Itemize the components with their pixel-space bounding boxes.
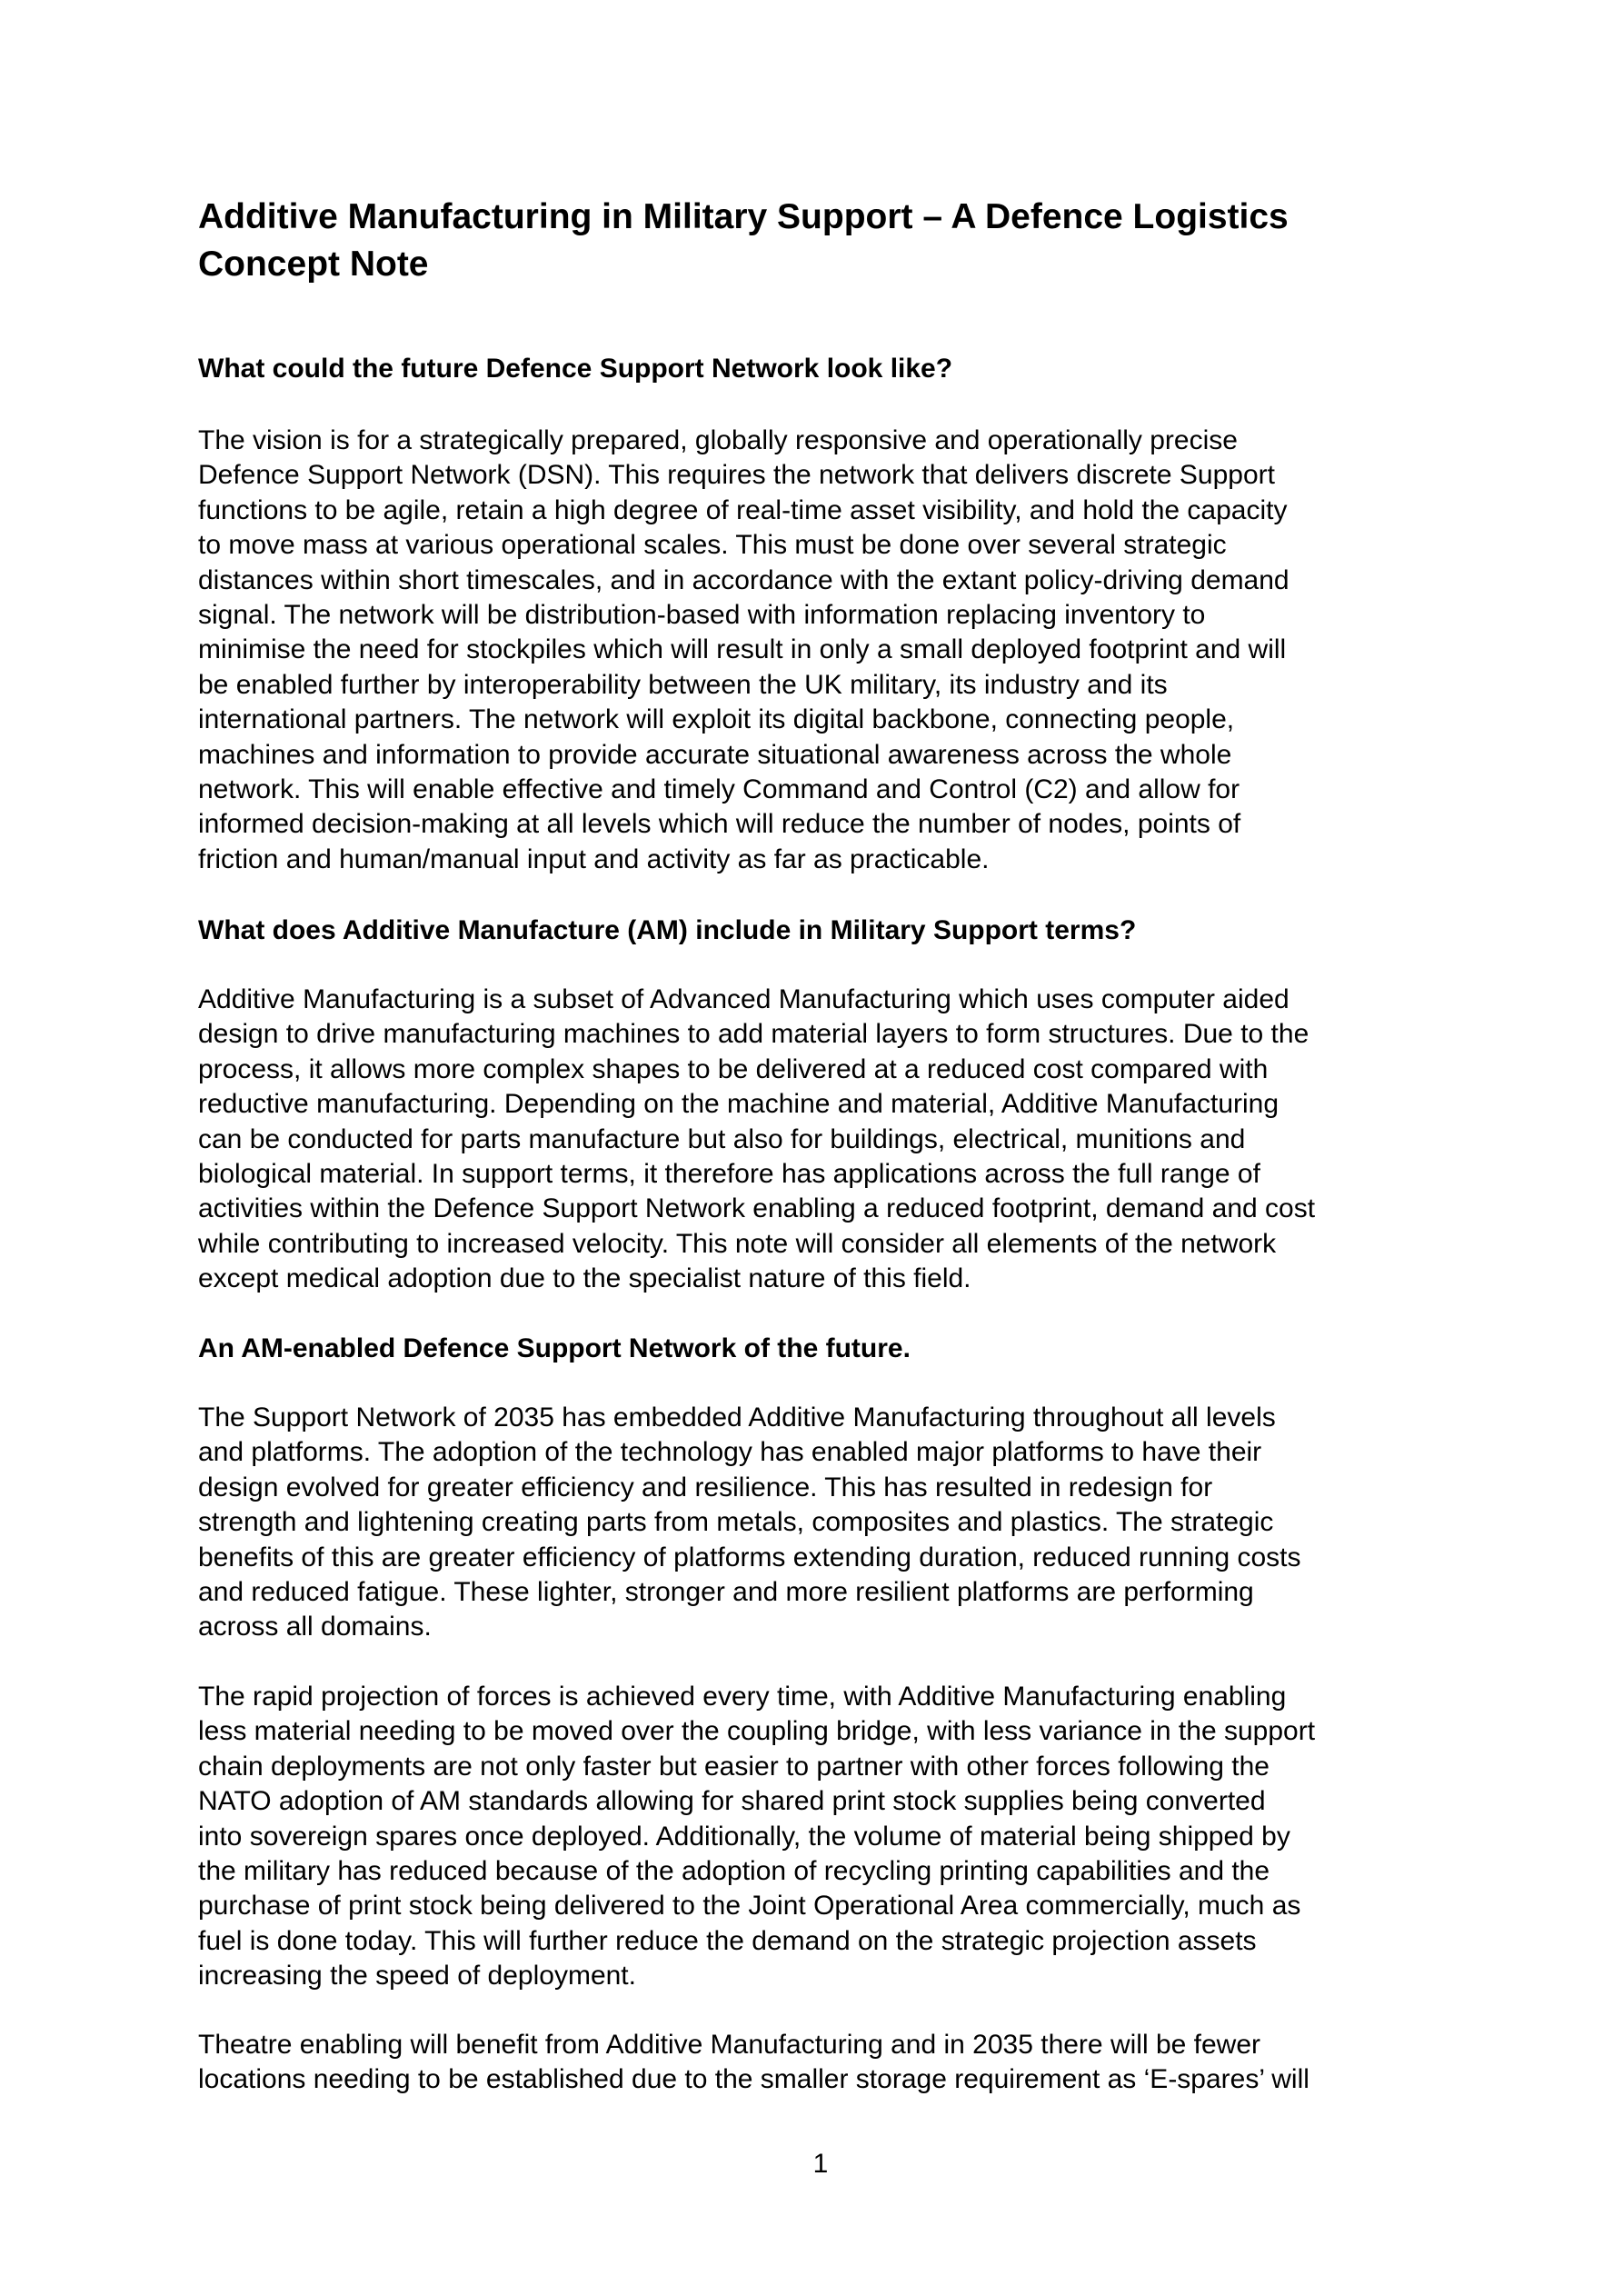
text-line: minimise the need for stockpiles which will result in only a small deployed footprint and will (198, 634, 1287, 665)
text-line: The Support Network of 2035 has embedded Additive Manufacturing throughout all levels (198, 1403, 1276, 1433)
title-line: Additive Manufacturing in Military Support – A Defence Logistics (198, 197, 1289, 236)
paragraph (198, 2028, 1443, 2098)
text-line: process, it allows more complex shapes to be delivered at a reduced cost compared with (198, 1053, 1269, 1084)
text-line: network. This will enable effective and timely Command and Control (C2) and allow for (198, 774, 1240, 805)
text-line: friction and human/manual input and activity as far as practicable. (198, 844, 990, 874)
text-line: strength and lightening creating parts from metals, composites and plastics. The strategic (198, 1507, 1274, 1538)
text-line: NATO adoption of AM standards allowing for shared print stock supplies being converted (198, 1786, 1266, 1817)
text-line: into sovereign spares once deployed. Additionally, the volume of material being shipped by (198, 1821, 1290, 1852)
text-line: functions to be agile, retain a high degree of real-time asset visibility, and hold the capacity (198, 494, 1288, 525)
text-line: signal. The network will be distribution-based with information replacing inventory to (198, 600, 1206, 631)
text-line: chain deployments are not only faster but easier to partner with other forces following the (198, 1751, 1270, 1782)
text-line: reductive manufacturing. Depending on the machine and material, Additive Manufacturing (198, 1089, 1279, 1120)
text-line: Defence Support Network (DSN). This requires the network that delivers discrete Support (198, 460, 1275, 491)
text-line: informed decision-making at all levels which will reduce the number of nodes, points of (198, 809, 1241, 840)
paragraph (198, 1680, 1443, 1994)
text-line: international partners. The network will exploit its digital backbone, connecting people, (198, 704, 1235, 735)
section-heading: What could the future Defence Support Network look like? (198, 354, 953, 384)
text-line: and reduced fatigue. These lighter, stronger and more resilient platforms are performing (198, 1577, 1254, 1608)
text-line: Theatre enabling will benefit from Additive Manufacturing and in 2035 there will be fewer (198, 2030, 1261, 2060)
text-line: design to drive manufacturing machines to add material layers to form structures. Due to the (198, 1019, 1309, 1050)
text-line: The rapid projection of forces is achieved every time, with Additive Manufacturing enabling (198, 1682, 1287, 1712)
text-line: purchase of print stock being delivered to the Joint Operational Area commercially, much as (198, 1891, 1301, 1922)
text-line: Additive Manufacturing is a subset of Advanced Manufacturing which uses computer aided (198, 984, 1289, 1014)
text-line: to move mass at various operational scales. This must be done over several strategic (198, 530, 1227, 561)
text-line: The vision is for a strategically prepared, globally responsive and operationally precise (198, 425, 1238, 455)
text-line: the military has reduced because of the adoption of recycling printing capabilities and the (198, 1856, 1270, 1887)
text-line: benefits of this are greater efficiency of platforms extending duration, reduced running costs (198, 1542, 1301, 1572)
text-line: and platforms. The adoption of the technology has enabled major platforms to have their (198, 1437, 1262, 1468)
text-line: be enabled further by interoperability between the UK military, its industry and its (198, 669, 1168, 700)
text-line: fuel is done today. This will further reduce the demand on the strategic projection assets (198, 1925, 1257, 1956)
text-line: activities within the Defence Support Network enabling a reduced footprint, demand and cost (198, 1193, 1316, 1224)
text-line: biological material. In support terms, it therefore has applications across the full range of (198, 1159, 1260, 1190)
section-heading: What does Additive Manufacture (AM) include in Military Support terms? (198, 915, 1137, 945)
paragraph (198, 424, 1443, 877)
text-line: less material needing to be moved over the coupling bridge, with less variance in the support (198, 1716, 1316, 1747)
text-line: across all domains. (198, 1612, 432, 1642)
text-line: machines and information to provide accurate situational awareness across the whole (198, 739, 1232, 770)
text-line: increasing the speed of deployment. (198, 1961, 636, 1992)
text-line: can be conducted for parts manufacture but also for buildings, electrical, munitions and (198, 1123, 1246, 1154)
paragraph (198, 1401, 1443, 1645)
text-line: except medical adoption due to the specialist nature of this field. (198, 1263, 971, 1294)
title-line: Concept Note (198, 245, 429, 284)
document-page (198, 0, 1443, 2296)
text-line: locations needing to be established due to the smaller storage requirement as ‘E-spares’ will (198, 2064, 1309, 2095)
text-line: design evolved for greater efficiency and resilience. This has resulted in redesign for (198, 1472, 1213, 1502)
text-line: distances within short timescales, and in accordance with the extant policy-driving demand (198, 564, 1289, 595)
page-number: 1 (812, 2149, 829, 2179)
text-line: while contributing to increased velocity. This note will consider all elements of the network (198, 1228, 1277, 1259)
section-heading: An AM-enabled Defence Support Network of the future. (198, 1333, 911, 1363)
document-title (198, 194, 1443, 288)
paragraph (198, 983, 1443, 1297)
